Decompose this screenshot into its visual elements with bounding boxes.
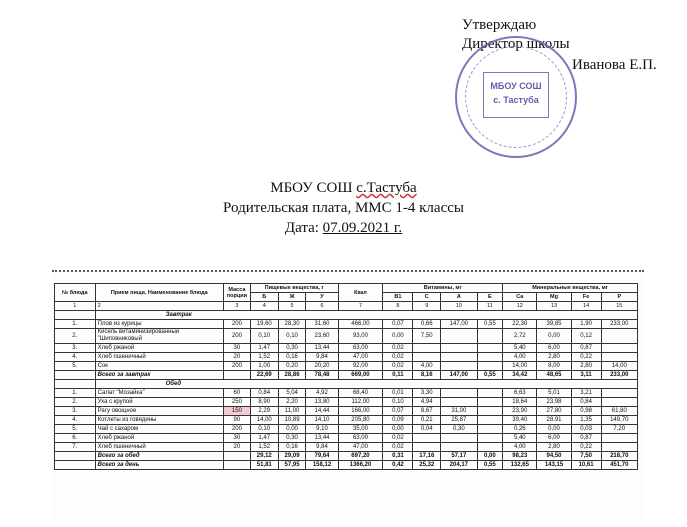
date-value: 07.09.2021 г. [322,220,403,236]
stamp-line-1: МБОУ СОШ [490,81,542,91]
table-row [55,416,638,425]
table-cell [477,329,503,344]
stamp-line-2: с. Тастуба [493,95,539,105]
table-cell [223,371,250,380]
menu-table [54,283,638,470]
table-cell: 5 [278,302,306,311]
table-cell: 6. [55,434,96,443]
table-cell: 0,04 [413,425,441,434]
table-cell [441,329,477,344]
table-cell: 19,60 [250,320,278,329]
table-cell [55,461,96,470]
table-cell: 31,00 [441,407,477,416]
section-breakfast [55,311,638,320]
table-cell: 147,00 [441,371,477,380]
table-cell: 9,84 [306,353,338,362]
table-cell: 150 [223,407,250,416]
table-cell: 6 [306,302,338,311]
table-cell [55,380,96,389]
date-label: Дата: [284,220,323,236]
table-cell: 0,02 [383,362,413,371]
table-cell: 10,61 [571,461,601,470]
table-cell: 250 [223,398,250,407]
table-cell: 13 [537,302,571,311]
header-ca: Ca [503,293,537,302]
header-a: А [441,293,477,302]
table-cell: 27,80 [537,407,571,416]
table-cell [601,398,637,407]
table-cell: 22,69 [250,371,278,380]
header-mass: Масса порции [223,284,250,302]
table-cell: 233,00 [601,320,637,329]
table-cell: 4,00 [503,443,537,452]
table-cell: 0,20 [278,362,306,371]
table-cell: 2 [95,302,223,311]
school-place: с.Тастуба [356,180,417,196]
table-cell: 28,86 [278,371,306,380]
table-cell: Салат "Мозайка" [95,389,223,398]
table-row [55,344,638,353]
table-cell: 57,17 [441,452,477,461]
table-cell: 18,64 [503,398,537,407]
table-cell: Хлеб ржаной [95,434,223,443]
table-cell [477,416,503,425]
table-cell: 205,80 [338,416,383,425]
table-cell: 0,30 [278,344,306,353]
table-cell: Чай с сахаром [95,425,223,434]
table-cell: 90 [223,416,250,425]
table-cell: 0,10 [383,398,413,407]
table-cell: 0,31 [383,452,413,461]
table-cell: 0,26 [503,425,537,434]
table-cell: 11,00 [278,407,306,416]
table-cell: 669,00 [338,371,383,380]
header-u: У [306,293,338,302]
school-stamp [455,36,577,158]
lunch-total-row [55,452,638,461]
table-cell: 2,72 [503,329,537,344]
table-row [55,407,638,416]
table-cell: 9,84 [306,443,338,452]
table-row [55,362,638,371]
table-cell [477,443,503,452]
table-cell: 5,01 [537,389,571,398]
table-cell: 5,40 [503,344,537,353]
table-cell: 0,84 [571,398,601,407]
table-cell [441,398,477,407]
table-cell: 14,00 [250,416,278,425]
table-cell: 14,10 [306,416,338,425]
table-cell: 14,00 [503,362,537,371]
header-fe: Fe [571,293,601,302]
header-mg: Mg [537,293,571,302]
table-row [55,434,638,443]
table-cell: 34,42 [503,371,537,380]
table-cell: 158,12 [306,461,338,470]
header-p: P [601,293,637,302]
table-cell: Всего за обед [95,452,223,461]
table-cell: 30 [223,344,250,353]
table-cell: 7 [338,302,383,311]
table-cell: 20,20 [306,362,338,371]
table-cell: 200 [223,425,250,434]
table-cell: 7,20 [601,425,637,434]
table-cell: 14,00 [601,362,637,371]
table-cell: 112,00 [338,398,383,407]
table-cell: 218,70 [601,452,637,461]
table-cell: 2,20 [278,398,306,407]
table-cell: 15 [601,302,637,311]
table-cell: 8,67 [413,407,441,416]
table-cell: 2. [55,329,96,344]
table-cell: 0,00 [537,329,571,344]
table-cell [223,461,250,470]
table-cell [441,443,477,452]
table-cell: 11 [477,302,503,311]
table-cell: 3,11 [571,371,601,380]
table-cell [441,389,477,398]
document-subtitle: Родительская плата, ММС 1-4 классы [223,200,464,216]
table-cell: 17,16 [413,452,441,461]
table-cell: 0,00 [383,425,413,434]
table-cell: 30 [223,434,250,443]
table-cell: 0,09 [383,416,413,425]
table-cell: 4. [55,416,96,425]
table-cell: 5. [55,425,96,434]
table-cell: 2. [55,398,96,407]
header-e: Е [477,293,503,302]
header-b1: В1 [383,293,413,302]
table-cell: 0,01 [383,389,413,398]
header-minerals: Минеральные вещества, мг [503,284,638,293]
table-cell: 2,80 [537,443,571,452]
header-kcal: Ккал [338,284,383,302]
table-cell: 0,00 [383,329,413,344]
table-cell: 0,30 [441,425,477,434]
table-cell: 6,63 [503,389,537,398]
table-cell: 0,22 [571,353,601,362]
table-row [55,443,638,452]
table-cell: 0,10 [250,329,278,344]
table-cell: 0,12 [571,329,601,344]
table-cell [477,353,503,362]
table-cell: Кисель витаминизированный "Шиповниковый [95,329,223,344]
table-cell: 1. [55,320,96,329]
table-cell [55,311,96,320]
table-cell: 47,00 [338,353,383,362]
table-cell: 0,16 [278,353,306,362]
table-cell: 1,47 [250,434,278,443]
menu-table-body [55,302,638,470]
table-cell [441,362,477,371]
table-cell: 57,95 [278,461,306,470]
table-cell: 8,00 [537,362,571,371]
table-cell: 0,22 [571,443,601,452]
section-title: Завтрак [95,311,637,320]
table-cell: 10 [441,302,477,311]
table-cell: 20 [223,443,250,452]
table-cell: Сок [95,362,223,371]
table-cell: 10,89 [278,416,306,425]
table-cell [477,425,503,434]
table-cell [601,443,637,452]
table-cell: 13,44 [306,344,338,353]
table-cell: 3. [55,407,96,416]
document-date [0,218,687,238]
table-cell: 51,81 [250,461,278,470]
table-cell: 0,55 [477,461,503,470]
table-cell [55,371,96,380]
table-cell: 0,42 [383,461,413,470]
school-prefix: МБОУ СОШ [270,180,357,196]
table-cell: 0,00 [278,425,306,434]
table-cell: 9 [413,302,441,311]
table-cell: 1. [55,389,96,398]
table-cell [441,353,477,362]
approval-position: Директор школы [462,36,570,52]
table-cell: 0,02 [383,443,413,452]
table-cell: 0,03 [571,425,601,434]
table-cell: 5,40 [503,434,537,443]
header-name: Прием пищи, Наименование блюда [95,284,223,302]
table-cell: 0,84 [250,389,278,398]
table-cell: Всего за завтрак [95,371,223,380]
table-cell: 29,12 [250,452,278,461]
table-cell: Плов из курицы [95,320,223,329]
school-name [0,178,687,198]
table-cell: 5. [55,362,96,371]
breakfast-total-row [55,371,638,380]
table-cell: 0,02 [383,344,413,353]
table-cell: 48,65 [537,371,571,380]
table-cell: 6,00 [537,344,571,353]
table-cell: 60 [223,389,250,398]
table-cell: 6,00 [537,434,571,443]
table-cell: 0,16 [278,443,306,452]
table-cell [477,362,503,371]
table-row [55,425,638,434]
table-cell: 14,44 [306,407,338,416]
table-cell: 12 [503,302,537,311]
table-cell: 0,00 [477,452,503,461]
table-cell: 63,00 [338,434,383,443]
table-cell: 2,29 [250,407,278,416]
table-cell: 0,55 [477,371,503,380]
table-cell [477,344,503,353]
table-cell: 8,16 [413,371,441,380]
table-cell: 451,70 [601,461,637,470]
table-cell: 0,55 [477,320,503,329]
table-cell: 1366,20 [338,461,383,470]
table-cell [477,389,503,398]
table-cell: 61,80 [601,407,637,416]
table-cell: 31,60 [306,320,338,329]
table-cell: 697,20 [338,452,383,461]
table-cell: Всего за день [95,461,223,470]
table-cell: 200 [223,320,250,329]
table-cell: 3. [55,344,96,353]
header-c: С [413,293,441,302]
table-cell: 92,00 [338,362,383,371]
table-cell: 29,09 [278,452,306,461]
table-cell: 7,50 [413,329,441,344]
table-cell: 25,32 [413,461,441,470]
table-cell: 0,87 [571,344,601,353]
table-cell: 22,30 [503,320,537,329]
table-cell: 1,52 [250,353,278,362]
table-cell: 1,35 [571,416,601,425]
table-cell: 5,04 [278,389,306,398]
table-row [55,329,638,344]
table-cell: 1 [55,302,96,311]
table-cell: 4,94 [413,398,441,407]
header-zh: Ж [278,293,306,302]
header-b: Б [250,293,278,302]
table-cell: 0,30 [278,434,306,443]
table-cell [441,434,477,443]
table-cell: Хлеб пшеничный [95,443,223,452]
section-title: Обед [95,380,637,389]
table-cell: 25,87 [441,416,477,425]
table-cell [601,389,637,398]
table-cell: 94,50 [537,452,571,461]
table-cell: 13,44 [306,434,338,443]
approval-title: Утверждаю [462,17,537,33]
table-cell: 98,23 [503,452,537,461]
table-cell: 63,00 [338,344,383,353]
table-cell: 3 [223,302,250,311]
header-nutrients: Пищевые вещества, г [250,284,338,293]
table-cell: 0,10 [278,329,306,344]
table-cell: 1,00 [250,362,278,371]
table-cell: 39,85 [537,320,571,329]
table-cell: 0,07 [383,320,413,329]
table-cell: 93,00 [338,329,383,344]
table-cell [441,344,477,353]
table-cell: 28,30 [278,320,306,329]
table-cell: 200 [223,329,250,344]
table-cell: 68,40 [338,389,383,398]
table-cell: 0,66 [413,320,441,329]
header-vitamins: Витамины, мг [383,284,503,293]
table-cell: 4. [55,353,96,362]
section-lunch [55,380,638,389]
table-cell: 0,21 [413,416,441,425]
table-cell: 132,65 [503,461,537,470]
table-cell: 4,00 [503,353,537,362]
table-cell: 4,92 [306,389,338,398]
table-cell: 79,64 [306,452,338,461]
table-cell [477,434,503,443]
table-cell: Уха с крупой [95,398,223,407]
index-row [55,302,638,311]
table-cell: 8 [383,302,413,311]
table-cell: 2,80 [537,353,571,362]
table-cell: 20 [223,353,250,362]
table-cell: 8,90 [250,398,278,407]
table-cell: 143,15 [537,461,571,470]
table-cell: 78,48 [306,371,338,380]
table-cell: 147,00 [441,320,477,329]
table-cell: 3,21 [571,389,601,398]
table-cell: 13,80 [306,398,338,407]
table-cell: 166,00 [338,407,383,416]
document-heading [0,178,687,238]
table-cell: 0,00 [537,425,571,434]
table-cell [601,434,637,443]
table-cell [55,452,96,461]
table-cell: 47,00 [338,443,383,452]
table-cell [223,452,250,461]
table-cell: 0,02 [383,353,413,362]
table-cell: 4,00 [413,362,441,371]
table-cell: 1,52 [250,443,278,452]
table-cell: 23,90 [503,407,537,416]
table-cell [601,353,637,362]
table-cell [477,398,503,407]
table-row [55,389,638,398]
table-cell: 7. [55,443,96,452]
table-cell: 2,80 [571,362,601,371]
table-cell: 1,90 [571,320,601,329]
table-cell: Хлеб пшеничный [95,353,223,362]
table-cell: 4 [250,302,278,311]
table-cell: Рагу овощное [95,407,223,416]
table-cell [601,344,637,353]
table-cell: 1,47 [250,344,278,353]
table-cell [477,407,503,416]
table-cell: 0,87 [571,434,601,443]
table-cell: Котлеты из говядины [95,416,223,425]
day-total-row [55,461,638,470]
table-cell: Хлеб ржаной [95,344,223,353]
table-cell [413,434,441,443]
table-cell: 28,91 [537,416,571,425]
table-cell [413,353,441,362]
table-cell: 149,70 [601,416,637,425]
table-cell: 14 [571,302,601,311]
table-cell: 9,10 [306,425,338,434]
table-cell: 204,17 [441,461,477,470]
table-cell: 7,50 [571,452,601,461]
table-cell: 35,00 [338,425,383,434]
table-cell: 3,30 [413,389,441,398]
table-cell: 0,02 [383,434,413,443]
table-cell: 233,00 [601,371,637,380]
table-cell: 23,60 [306,329,338,344]
table-cell [601,329,637,344]
table-cell: 23,98 [537,398,571,407]
table-cell: 0,11 [383,371,413,380]
stamp-center [483,72,549,118]
table-cell: 200 [223,362,250,371]
header-num: № блюда [55,284,96,302]
table-row [55,320,638,329]
table-cell: 39,40 [503,416,537,425]
table-cell [413,443,441,452]
table-cell [413,344,441,353]
table-cell: 466,00 [338,320,383,329]
table-cell: 0,98 [571,407,601,416]
approval-signatory: Иванова Е.П. [572,57,657,73]
table-row [55,353,638,362]
table-cell: 0,07 [383,407,413,416]
table-cell: 0,10 [250,425,278,434]
table-row [55,398,638,407]
